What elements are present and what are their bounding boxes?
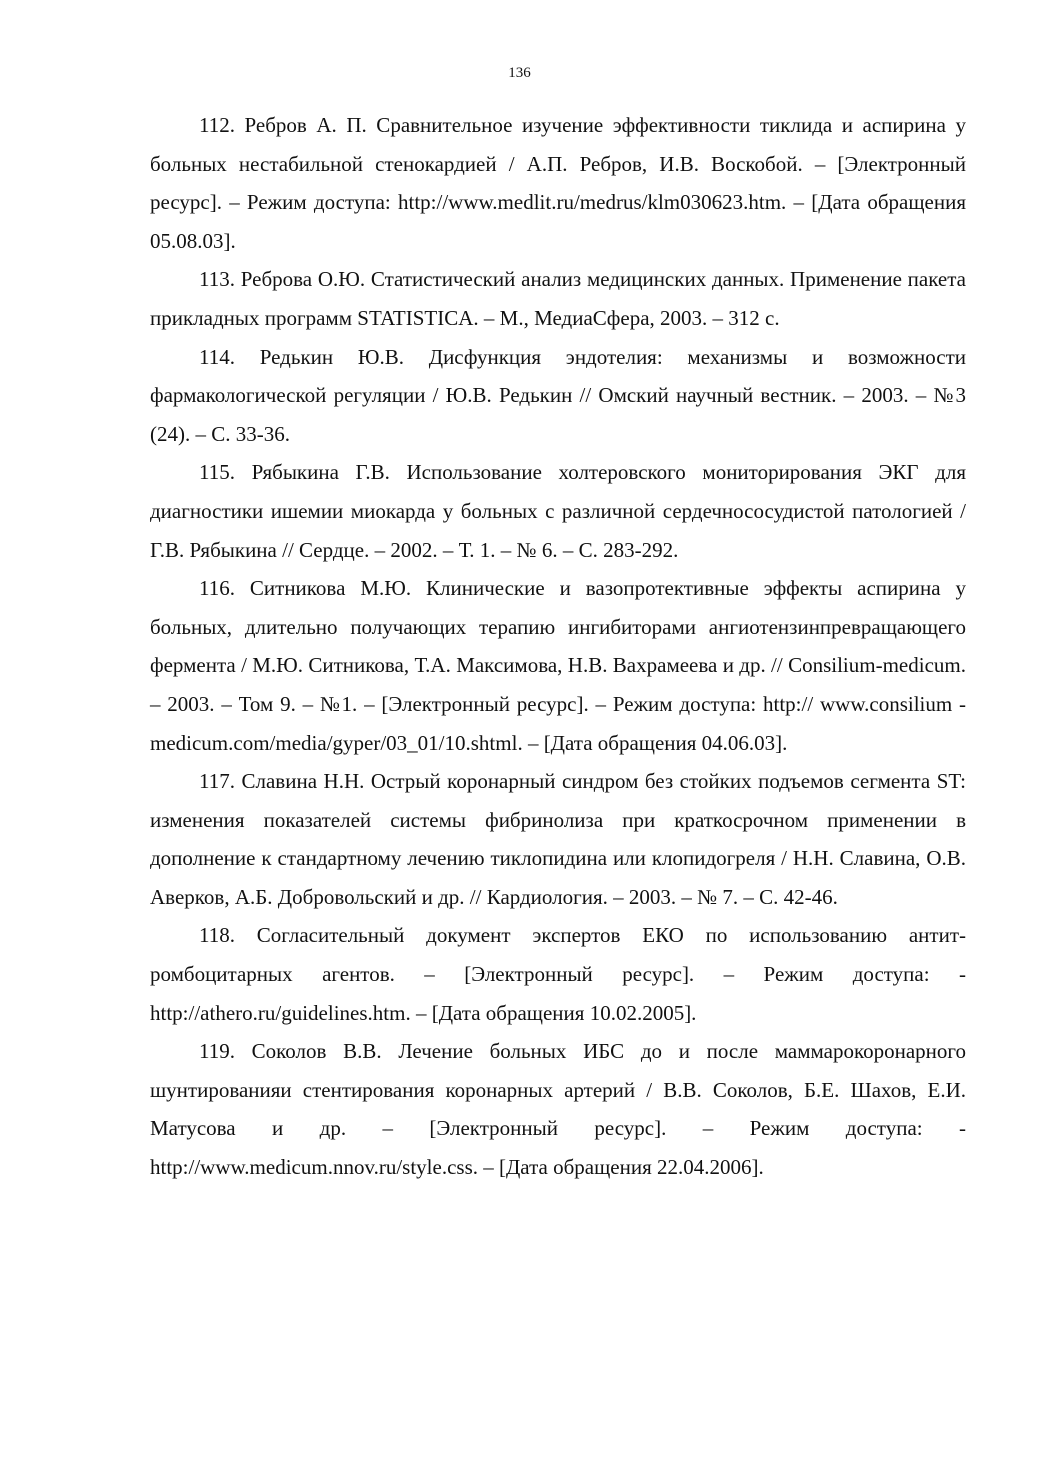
reference-item: 117. Славина Н.Н. Острый коронарный синдром без стойких подъемов сегмента ST: изменения показателей системы фибринолиза при краткосрочном применении в дополнение к стандартному лечению тиклопидина или клопидогреля / Н.Н. Славина, О.В. Аверков, А.Б. Добровольский и др. // Кардиология. – 2003. – № 7. – С. 42-46. — [150, 769, 966, 909]
reference-item: 112. Ребров А. П. Сравнительное изучение эффективности тиклида и аспирина у больных нестабильной стенокардией / А.П. Ребров, И.В. Воскобой. – [Электронный ресурс]. – Режим доступа: http://www.medlit.ru/medrus/klm030623.htm. – [Дата обращения 05.08.03]. — [150, 113, 966, 253]
reference-item: 115. Рябыкина Г.В. Использование холтеровского мониторирования ЭКГ для диагностики ишемии миокарда у больных с различной сердечнососудистой патологией / Г.В. Рябыкина // Сердце. – 2002. – Т. 1. – № 6. – С. 283-292. — [150, 460, 966, 562]
reference-list — [150, 106, 966, 1187]
reference-item: 118. Согласительный документ экспертов ЕКО по использованию антитромбоцитарных агентов. – [Электронный ресурс]. – Режим доступа: - http://athero.ru/guidelines.htm. – [Дата обращения 10.02.2005]. — [150, 923, 966, 1025]
page-number: 136 — [508, 65, 531, 81]
reference-item: 116. Ситникова М.Ю. Клинические и вазопротективные эффекты аспирина у больных, длительно получающих терапию ингибиторами ангиотензинпревращающего фермента / М.Ю. Ситникова, Т.А. Максимова, Н.В. Вахрамеева и др. // Consilium-medicum. – 2003. – Том 9. – №1. – [Электронный ресурс]. – Режим доступа: http:// www.consilium -medicum.com/media/gyper/03_01/10.shtml. – [Дата обращения 04.06.03]. — [150, 576, 966, 755]
reference-item: 119. Соколов В.В. Лечение больных ИБС до и после маммарокоронарного шунтированияи стентирования коронарных артерий / В.В. Соколов, Б.Е. Шахов, Е.И. Матусова и др. – [Электронный ресурс]. – Режим доступа: - http://www.medicum.nnov.ru/style.css. – [Дата обращения 22.04.2006]. — [150, 1039, 966, 1180]
reference-item: 113. Реброва О.Ю. Статистический анализ медицинских данных. Применение пакета прикладных программ STATISTICA. – М., МедиаСфера, 2003. – 312 с. — [150, 267, 966, 330]
reference-item: 114. Редькин Ю.В. Дисфункция эндотелия: механизмы и возможности фармакологической регуляции / Ю.В. Редькин // Омский научный вестник. – 2003. – №3 (24). – С. 33-36. — [150, 344, 966, 446]
